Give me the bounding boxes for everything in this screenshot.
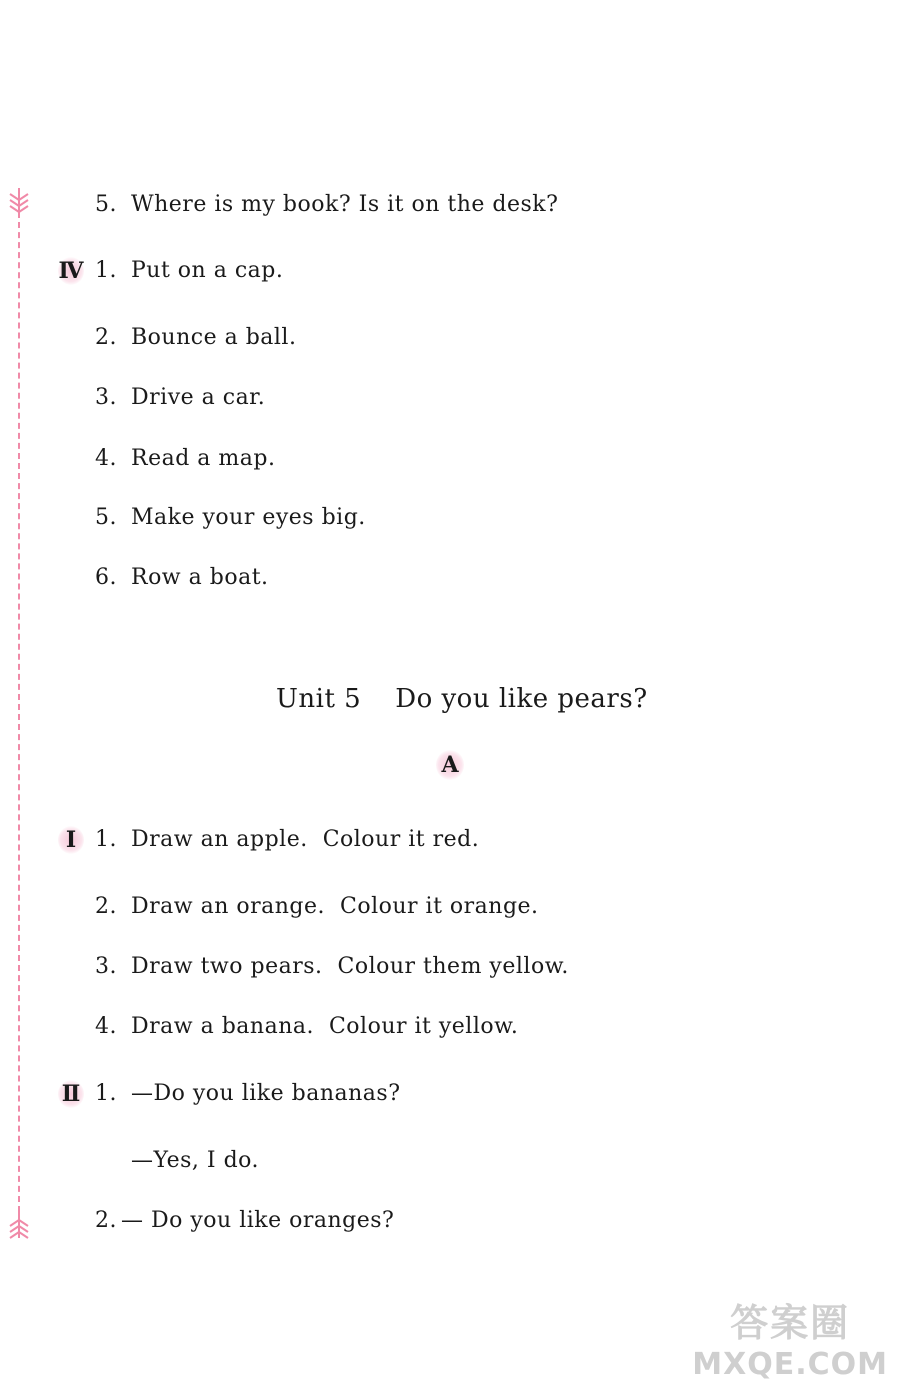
watermark bbox=[692, 1292, 888, 1382]
list-item bbox=[95, 385, 265, 410]
item-number: 1. bbox=[95, 258, 117, 283]
item-number: 3. bbox=[95, 385, 117, 410]
item-text: Make your eyes big. bbox=[131, 505, 366, 530]
item-text: Read a map. bbox=[131, 446, 276, 471]
unit-heading bbox=[276, 684, 648, 714]
item-number: 4. bbox=[95, 1014, 117, 1039]
list-item bbox=[95, 1081, 400, 1106]
item-number: 2. bbox=[95, 1208, 117, 1233]
item-text: Drive a car. bbox=[131, 385, 266, 410]
list-item bbox=[95, 827, 479, 852]
item-text: Draw a banana. Colour it yellow. bbox=[131, 1014, 519, 1039]
unit-title: Do you like pears? bbox=[395, 684, 648, 714]
item-number: 5. bbox=[95, 192, 117, 217]
dialog-question: — Do you like oranges? bbox=[121, 1208, 395, 1233]
item-number: 3. bbox=[95, 954, 117, 979]
item-number: 1. bbox=[95, 1081, 117, 1106]
watermark-bottom: MXQE.COM bbox=[692, 1347, 888, 1382]
item-text: Put on a cap. bbox=[131, 258, 284, 283]
list-item bbox=[95, 954, 569, 979]
list-item bbox=[95, 565, 269, 590]
section-i-marker: Ⅰ bbox=[58, 826, 84, 854]
dialog-question: —Do you like bananas? bbox=[131, 1081, 401, 1106]
part-label: A bbox=[436, 750, 464, 780]
list-item bbox=[95, 325, 296, 350]
section-iv-marker: Ⅳ bbox=[58, 258, 84, 284]
item-text: Draw an orange. Colour it orange. bbox=[131, 894, 539, 919]
arrow-up-icon bbox=[6, 186, 32, 216]
list-item bbox=[95, 192, 558, 217]
item-text: Draw an apple. Colour it red. bbox=[131, 827, 480, 852]
item-number: 5. bbox=[95, 505, 117, 530]
item-text: Bounce a ball. bbox=[131, 325, 297, 350]
margin-dashed-line bbox=[18, 212, 20, 1212]
watermark-top: 答案圈 bbox=[730, 1301, 851, 1345]
item-number: 6. bbox=[95, 565, 117, 590]
unit-label: Unit 5 bbox=[276, 684, 362, 714]
list-item bbox=[95, 894, 539, 919]
list-item bbox=[95, 505, 366, 530]
item-text: Where is my book? Is it on the desk? bbox=[131, 192, 559, 217]
item-text: Row a boat. bbox=[131, 565, 269, 590]
arrow-down-icon bbox=[6, 1210, 32, 1240]
list-item bbox=[95, 446, 275, 471]
item-number: 1. bbox=[95, 827, 117, 852]
list-item bbox=[95, 258, 283, 283]
list-item bbox=[95, 1208, 394, 1233]
dialog-answer: —Yes, I do. bbox=[131, 1148, 260, 1173]
section-ii-marker: Ⅱ bbox=[58, 1080, 84, 1108]
list-item bbox=[95, 1014, 518, 1039]
item-text: Draw two pears. Colour them yellow. bbox=[131, 954, 569, 979]
item-number: 2. bbox=[95, 325, 117, 350]
item-number: 2. bbox=[95, 894, 117, 919]
item-number: 4. bbox=[95, 446, 117, 471]
